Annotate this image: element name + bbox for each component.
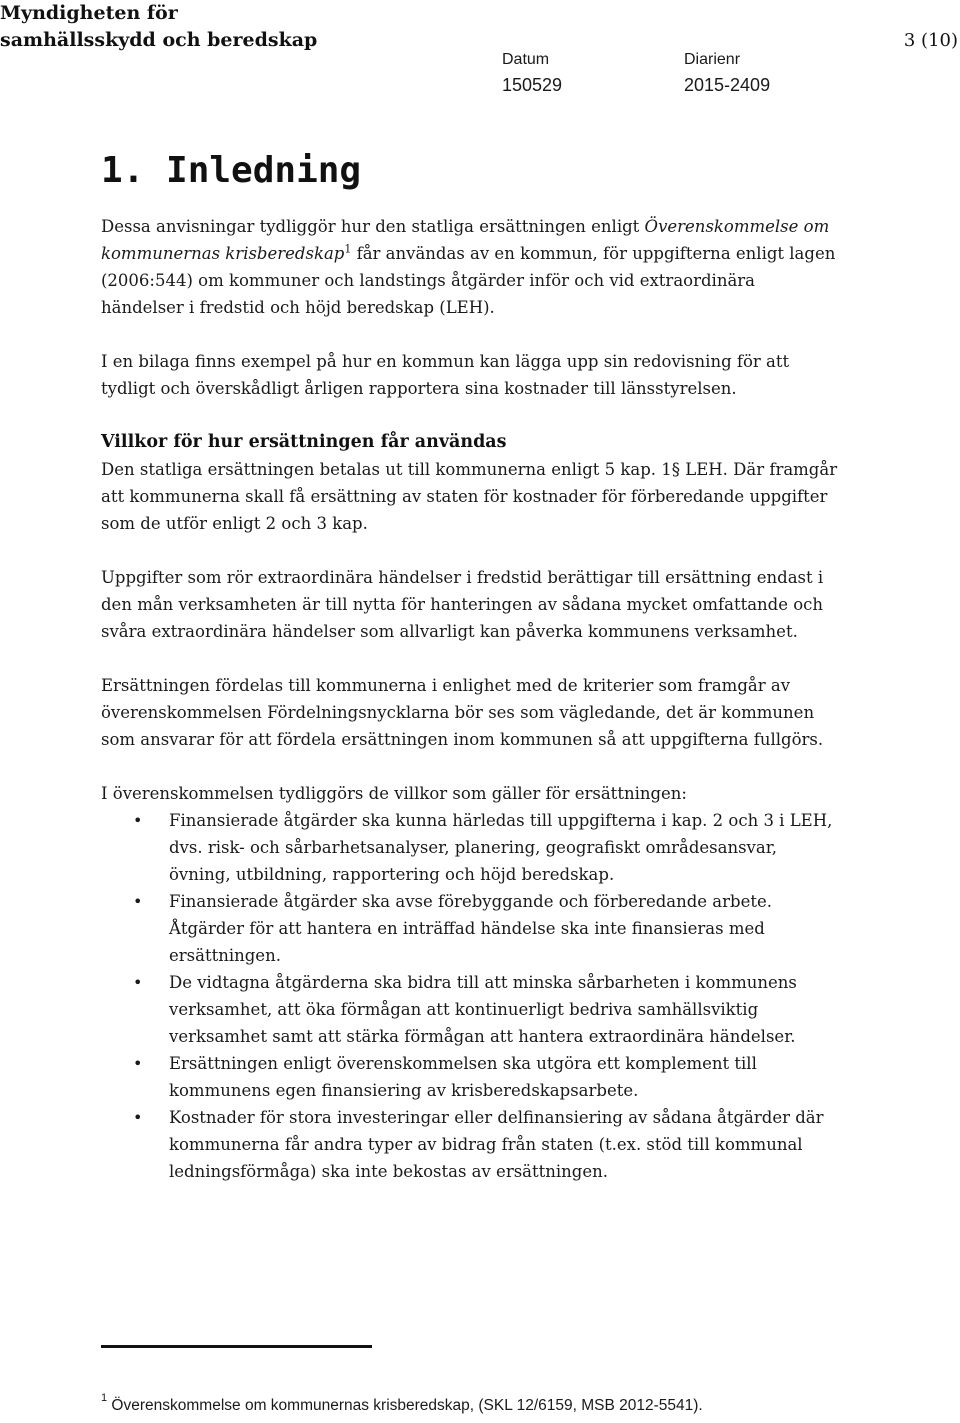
list-intro: I överenskommelsen tydliggörs de villkor som gäller för ersättningen: — [101, 784, 687, 803]
page-number: 3 (10) — [903, 30, 958, 51]
bullet-icon: • — [133, 1054, 143, 1073]
document-body — [101, 140, 921, 1185]
bullet-icon: • — [133, 1108, 143, 1127]
date-block — [502, 50, 562, 98]
footnote-text: Överenskommelse om kommunernas krisberedskap, (SKL 12/6159, MSB 2012-5541). — [107, 1397, 703, 1414]
paragraph-distribution: Ersättningen fördelas till kommunerna i enlighet med de kriterier som framgår av överenskommelsen Fördelningsnycklarna bör ses som vägledande, det är kommunen som ansvarar för att fördela ersättningen inom kommunen så att uppgifterna fullgörs. — [101, 676, 824, 749]
diarienr-label: Diarienr — [684, 51, 741, 68]
intro-text-before: Dessa anvisningar tydliggör hur den statliga ersättningen enligt — [101, 217, 645, 236]
footnote-number: 1 — [101, 1391, 108, 1404]
list-item: • Finansierade åtgärder ska kunna härledas till uppgifterna i kap. 2 och 3 i LEH, dvs. risk- och sårbarhetsanalyser, planering, geografiskt områdesansvar, övning, utbildning, rapportering och höjd beredskap. — [101, 807, 841, 888]
intro-paragraph — [101, 213, 841, 321]
bullet-icon: • — [133, 811, 143, 830]
date-value: 150529 — [502, 75, 563, 95]
bullet-icon: • — [133, 973, 143, 992]
paragraph-extraordinary: Uppgifter som rör extraordinära händelser i fredstid berättigar till ersättning endast i den mån verksamheten är till nytta för hanteringen av sådana mycket omfattande och svåra extraordinära händelser som allvarligt kan påverka kommunens verksamhet. — [101, 568, 824, 641]
intro-text-after: får användas av en kommun, för uppgifterna enligt lagen (2006:544) om kommuner och landstings åtgärder inför och vid extraordinära händelser i fredstid och höjd beredskap (LEH). — [101, 244, 836, 317]
appendix-paragraph: I en bilaga finns exempel på hur en kommun kan lägga upp sin redovisning för att tydligt och överskådligt årligen rapportera sina kostnader till länsstyrelsen. — [101, 352, 790, 398]
bullet-icon: • — [133, 892, 143, 911]
diarienr-value: 2015-2409 — [684, 75, 771, 95]
footnote — [101, 1391, 703, 1417]
footnote-divider — [101, 1345, 372, 1348]
list-item: • Ersättningen enligt överenskommelsen ska utgöra ett komplement till kommunens egen finansiering av krisberedskapsarbete. — [101, 1050, 841, 1104]
organization-name — [0, 0, 317, 54]
list-item: • Finansierade åtgärder ska avse förebyggande och förberedande arbete. Åtgärder för att hantera en inträffad händelse ska inte finansieras med ersättningen. — [101, 888, 841, 969]
paragraph-payment: Den statliga ersättningen betalas ut till kommunerna enligt 5 kap. 1§ LEH. Där framgår att kommunerna skall få ersättning av staten för kostnader för förberedande uppgifter som de utför enligt 2 och 3 kap. — [101, 460, 838, 533]
agreement-title: Överenskommelse om kommunernas krisberedskap — [101, 217, 830, 263]
conditions-list — [101, 807, 841, 1185]
footnote-reference: 1 — [344, 242, 352, 256]
list-item: • De vidtagna åtgärderna ska bidra till att minska sårbarheten i kommunens verksamhet, att öka förmågan att kontinuerligt bedriva samhällsviktig verksamhet samt att stärka förmågan att hantera extraordinära händelser. — [101, 969, 841, 1050]
section-heading: 1. Inledning — [101, 150, 362, 191]
diarienr-block — [684, 50, 770, 98]
organization-name-line1: Myndigheten för — [0, 2, 178, 24]
organization-name-line2: samhällsskydd och beredskap — [0, 29, 318, 51]
subsection-heading: Villkor för hur ersättningen får användas — [101, 432, 507, 452]
list-item: • Kostnader för stora investeringar eller delfinansiering av sådana åtgärder där kommunerna får andra typer av bidrag från staten (t.ex. stöd till kommunal ledningsförmåga) ska inte bekostas av ersättningen. — [101, 1104, 841, 1185]
date-label: Datum — [502, 51, 550, 68]
